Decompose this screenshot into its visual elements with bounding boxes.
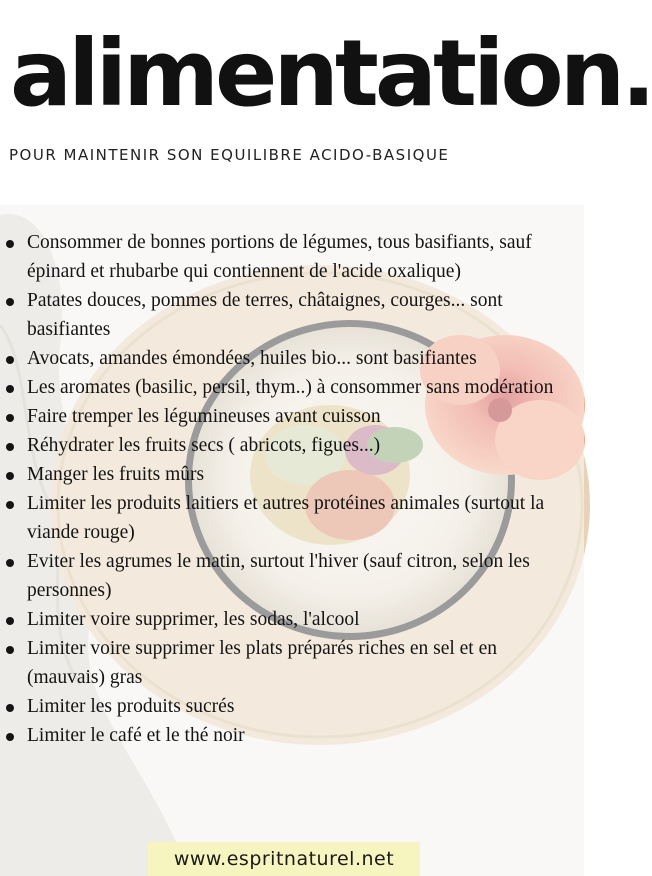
tip-text: Faire tremper les légumineuses avant cuisson <box>27 406 381 427</box>
bullet-icon <box>6 472 14 480</box>
list-item <box>0 460 584 489</box>
tip-text: Limiter voire supprimer, les sodas, l'alcool <box>27 609 360 630</box>
tips-list <box>0 228 584 750</box>
page-subtitle: POUR MAINTENIR SON EQUILIBRE ACIDO-BASIQUE <box>9 146 450 164</box>
bullet-icon <box>6 559 14 567</box>
bullet-icon <box>6 617 14 625</box>
list-item <box>0 373 584 402</box>
list-item <box>0 634 584 692</box>
website-url[interactable]: www.espritnaturel.net <box>148 842 420 876</box>
list-item <box>0 547 584 605</box>
tip-text: Eviter les agrumes le matin, surtout l'hiver (sauf citron, selon les personnes) <box>27 551 530 601</box>
bullet-icon <box>6 646 14 654</box>
bullet-icon <box>6 733 14 741</box>
list-item <box>0 721 584 750</box>
list-item <box>0 286 584 344</box>
list-item <box>0 344 584 373</box>
bullet-icon <box>6 443 14 451</box>
tip-text: Réhydrater les fruits secs ( abricots, figues...) <box>27 435 381 456</box>
tip-text: Limiter le café et le thé noir <box>27 725 245 746</box>
tip-text: Les aromates (basilic, persil, thym..) à consommer sans modération <box>27 377 554 398</box>
list-item <box>0 605 584 634</box>
bullet-icon <box>6 356 14 364</box>
bullet-icon <box>6 298 14 306</box>
tip-text: Consommer de bonnes portions de légumes, tous basifiants, sauf épinard et rhubarbe qui contiennent de l'acide oxalique) <box>27 232 532 282</box>
list-item <box>0 431 584 460</box>
bullet-icon <box>6 385 14 393</box>
list-item <box>0 489 584 547</box>
list-item <box>0 692 584 721</box>
bullet-icon <box>6 414 14 422</box>
bullet-icon <box>6 501 14 509</box>
tip-text: Limiter les produits laitiers et autres protéines animales (surtout la viande rouge) <box>27 493 545 543</box>
tip-text: Limiter voire supprimer les plats préparés riches en sel et en (mauvais) gras <box>27 638 497 688</box>
tip-text: Manger les fruits mûrs <box>27 464 205 485</box>
bullet-icon <box>6 240 14 248</box>
list-item <box>0 402 584 431</box>
tip-text: Patates douces, pommes de terres, châtaignes, courges... sont basifiantes <box>27 290 503 340</box>
bullet-icon <box>6 704 14 712</box>
list-item <box>0 228 584 286</box>
tip-text: Limiter les produits sucrés <box>27 696 235 717</box>
tip-text: Avocats, amandes émondées, huiles bio... sont basifiantes <box>27 348 477 369</box>
page-title: alimentation. <box>10 20 652 127</box>
